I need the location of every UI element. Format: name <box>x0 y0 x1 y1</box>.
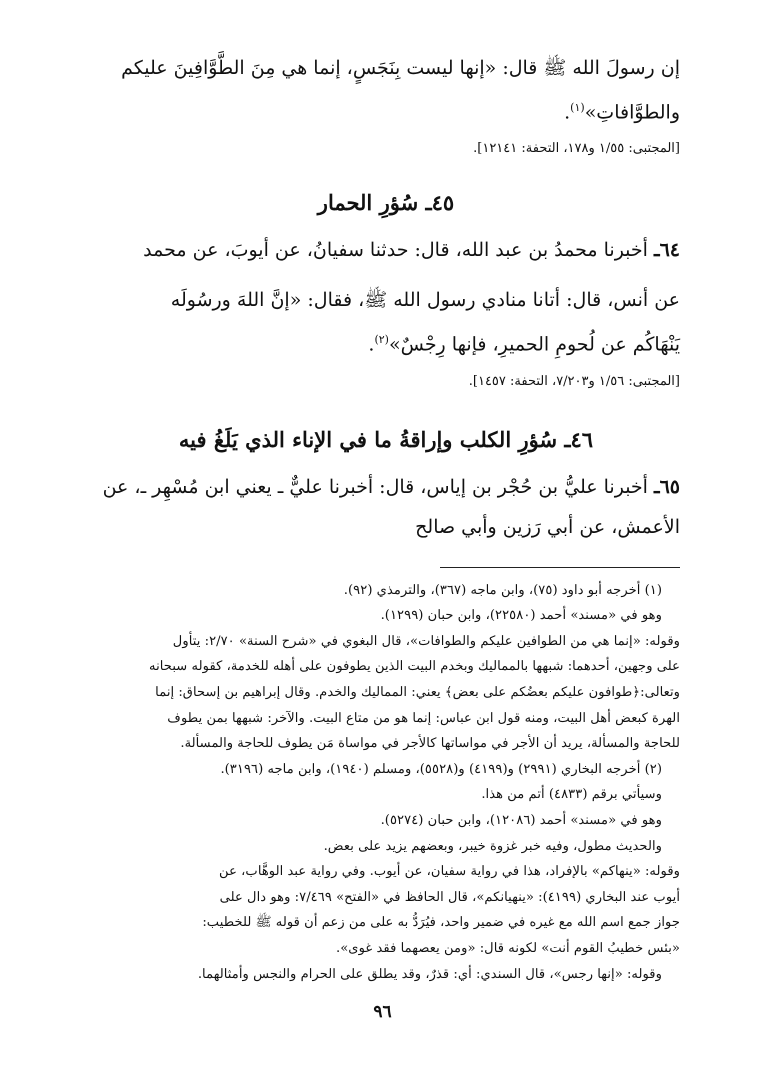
footnote-1-line-7: للحاجة والمسألة، يريد أن الأجر في مواساتها كالأجر في مواساة مَن يطوف للحاجة والمسألة. <box>180 736 680 752</box>
footnote-2-line-6: أيوب عند البخاري (٤١٩٩): «ينهيانكم»، قال الحافظ في «الفتح» ٧/٤٦٩: وهو دال على <box>219 889 680 905</box>
footnote-1-line-6: الهرة كبعض أهل البيت، ومنه قول ابن عباس: إنما هو من متاع البيت. والآخر: شبهها بمن يطوف <box>167 710 680 726</box>
footnote-1-line-1: (١) أخرجه أبو داود (٧٥)، وابن ماجه (٣٦٧)، والترمذي (٩٢). <box>343 582 662 598</box>
hadith-continuation-text: والطوَّافاتِ» <box>584 101 680 124</box>
footnote-2-line-2: وسيأتي برقم (٤٨٣٣) أتم من هذا. <box>481 787 662 803</box>
footnote-1-line-2: وهو في «مسند» أحمد (٢٢٥٨٠)، وابن حبان (١٢٩٩). <box>380 608 662 624</box>
footnote-2-line-7: جواز جمع اسم الله مع غيره في ضمير واحد، فيُرَدُّ به على من زعم أن قوله ﷺ للخطيب: <box>202 915 680 931</box>
hadith-continuation-line-1: إن رسولَ الله ﷺ قال: «إنها ليست بِنَجَسٍ، إنما هي مِنَ الطَّوَّافِينَ عليكم <box>121 57 680 79</box>
page-number: ٩٦ <box>373 1002 392 1022</box>
footnote-1-line-3: وقوله: «إنما هي من الطوافين عليكم والطوافات»، قال البغوي في «شرح السنة» ٢/٧٠: يتأول <box>172 633 680 649</box>
hadith-number-64: ٦٤ـ <box>654 239 680 262</box>
footnote-2-line-4: والحديث مطول، وفيه خبر غزوة خيبر، وبعضهم يزيد على بعض. <box>323 838 662 854</box>
hadith-number-65: ٦٥ـ <box>654 475 680 498</box>
hadith-64-line-3: يَنْهَاكُم عن لُحومِ الحميرِ، فإنها رِجْسٌ»$^{(٢)}$. <box>368 333 680 356</box>
footnote-2-line-8: «بئس خطيبُ القوم أنت» لكونه قال: «ومن يعصهما فقد غوى». <box>336 940 680 956</box>
footnote-1-line-4: على وجهين، أحدهما: شبهها بالمماليك وبخدم البيت الذين يطوفون على أهله للخدمة، كقوله سبحانه <box>149 659 680 675</box>
footnote-marker-2: (٢) <box>374 333 389 347</box>
reference-line-2: [المجتبى: ١/٥٦ و٧/٢٠٣، التحفة: ١٤٥٧]. <box>468 373 680 389</box>
hadith-64-line-1 <box>92 230 680 270</box>
footnote-divider <box>440 567 680 568</box>
hadith-64-text-1: أخبرنا محمدُ بن عبد الله، قال: حدثنا سفيانُ، عن أيوبَ، عن محمد <box>143 239 648 262</box>
hadith-65-text-1: أخبرنا عليُّ بن حُجْر بن إياس، قال: أخبرنا عليٌّ ـ يعني ابن مُسْهِر ـ، عن <box>102 475 648 498</box>
hadith-64-line-2: عن أنس، قال: أتانا منادي رسول الله ﷺ، فقال: «إنَّ اللهَ ورسُولَه <box>170 289 680 312</box>
hadith-65-line-2: الأعمش، عن أبي رَزين وأبي صالح <box>415 515 680 538</box>
footnote-2-line-3: وهو في «مسند» أحمد (١٢٠٨٦)، وابن حبان (٥٢٧٤). <box>380 813 662 828</box>
hadith-65-line-1 <box>92 467 680 507</box>
footnote-2-line-1: (٢) أخرجه البخاري (٢٩٩١) و(٤١٩٩) و(٥٥٢٨)، ومسلم (١٩٤٠)، وابن ماجه (٣١٩٦). <box>220 761 662 777</box>
footnote-2-line-5: وقوله: «ينهاكم» بالإفراد، هذا في رواية سفيان، عن أيوب. وفي رواية عبد الوهَّاب، عن <box>219 864 680 880</box>
chapter-heading-46: ٤٦ـ سُؤرِ الكلب وإراقةُ ما في الإناء الذي يَلَغُ فيه <box>178 426 594 452</box>
chapter-heading-45: ٤٥ـ سُؤرِ الحمار <box>317 190 455 216</box>
footnote-2-line-9: وقوله: «إنها رجس»، قال السندي: أي: قذرٌ، وقد يطلق على الحرام والنجس وأمثالهما. <box>197 966 662 982</box>
reference-line-1: [المجتبى: ١/٥٥ و١٧٨، التحفة: ١٢١٤١]. <box>473 141 680 157</box>
hadith-64-text-3: يَنْهَاكُم عن لُحومِ الحميرِ، فإنها رِجْسٌ» <box>388 333 680 356</box>
footnote-marker-1: (١) <box>570 101 585 114</box>
hadith-continuation-line-2: والطوَّافاتِ»$^{(١)}$. <box>564 101 680 124</box>
page-content <box>92 48 680 987</box>
footnote-1-line-5: وتعالى:﴿طوافون عليكم بعضُكم على بعض﴾ يعني: المماليك والخدم. وقال إبراهيم بن إسحاق: إنما <box>155 685 680 701</box>
